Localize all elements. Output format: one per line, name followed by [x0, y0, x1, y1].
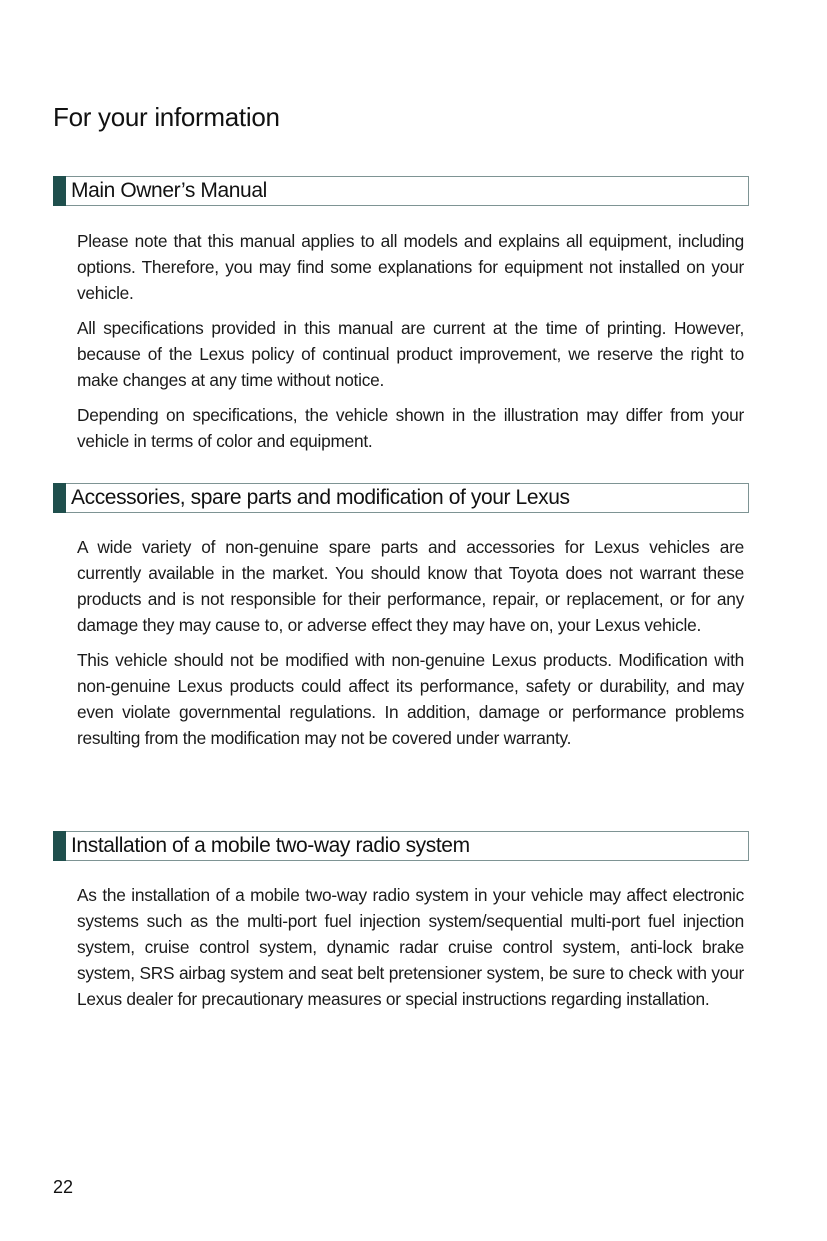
section-body-main-owners-manual [77, 228, 744, 463]
section-heading-label: Installation of a mobile two-way radio system [71, 834, 470, 857]
paragraph: A wide variety of non-genuine spare parts and accessories for Lexus vehicles are currently available in the market. You should know that Toyota does not warrant these products and is not responsible for their performance, repair, or replacement, or for any damage they may cause to, or adverse effect they may have on, your Lexus vehicle. [77, 537, 744, 635]
section-heading-label: Accessories, spare parts and modification of your Lexus [71, 486, 570, 509]
paragraph: All specifications provided in this manual are current at the time of printing. However, because of the Lexus policy of continual product improvement, we reserve the right to make changes at any time without notice. [77, 318, 744, 390]
paragraph: Please note that this manual applies to all models and explains all equipment, including options. Therefore, you may find some explanations for equipment not installed on your vehicle. [77, 231, 744, 303]
heading-accent-bar [53, 483, 66, 513]
section-heading-two-way-radio [53, 831, 749, 861]
page-number: 22 [53, 1177, 74, 1197]
section-body-two-way-radio [77, 882, 744, 1021]
heading-accent-bar [53, 831, 66, 861]
paragraph: This vehicle should not be modified with non-genuine Lexus products. Modification with non-genuine Lexus products could affect its performance, safety or durability, and may even violate governmental regulations. In addition, damage or performance problems resulting from the modification may not be covered under warranty. [77, 650, 744, 748]
section-heading-main-owners-manual [53, 176, 749, 206]
page-title: For your information [53, 102, 280, 132]
heading-accent-bar [53, 176, 66, 206]
section-heading-accessories [53, 483, 749, 513]
section-body-accessories [77, 534, 744, 760]
paragraph: Depending on specifications, the vehicle shown in the illustration may differ from your vehicle in terms of color and equipment. [77, 405, 744, 451]
section-heading-label: Main Owner’s Manual [71, 179, 267, 202]
paragraph: As the installation of a mobile two-way radio system in your vehicle may affect electronic systems such as the multi-port fuel injection system/sequential multi-port fuel injection system, cruise control system, dynamic radar cruise control system, anti-lock brake system, SRS airbag system and seat belt pretensioner system, be sure to check with your Lexus dealer for precautionary measures or special instructions regarding installation. [77, 885, 744, 1009]
